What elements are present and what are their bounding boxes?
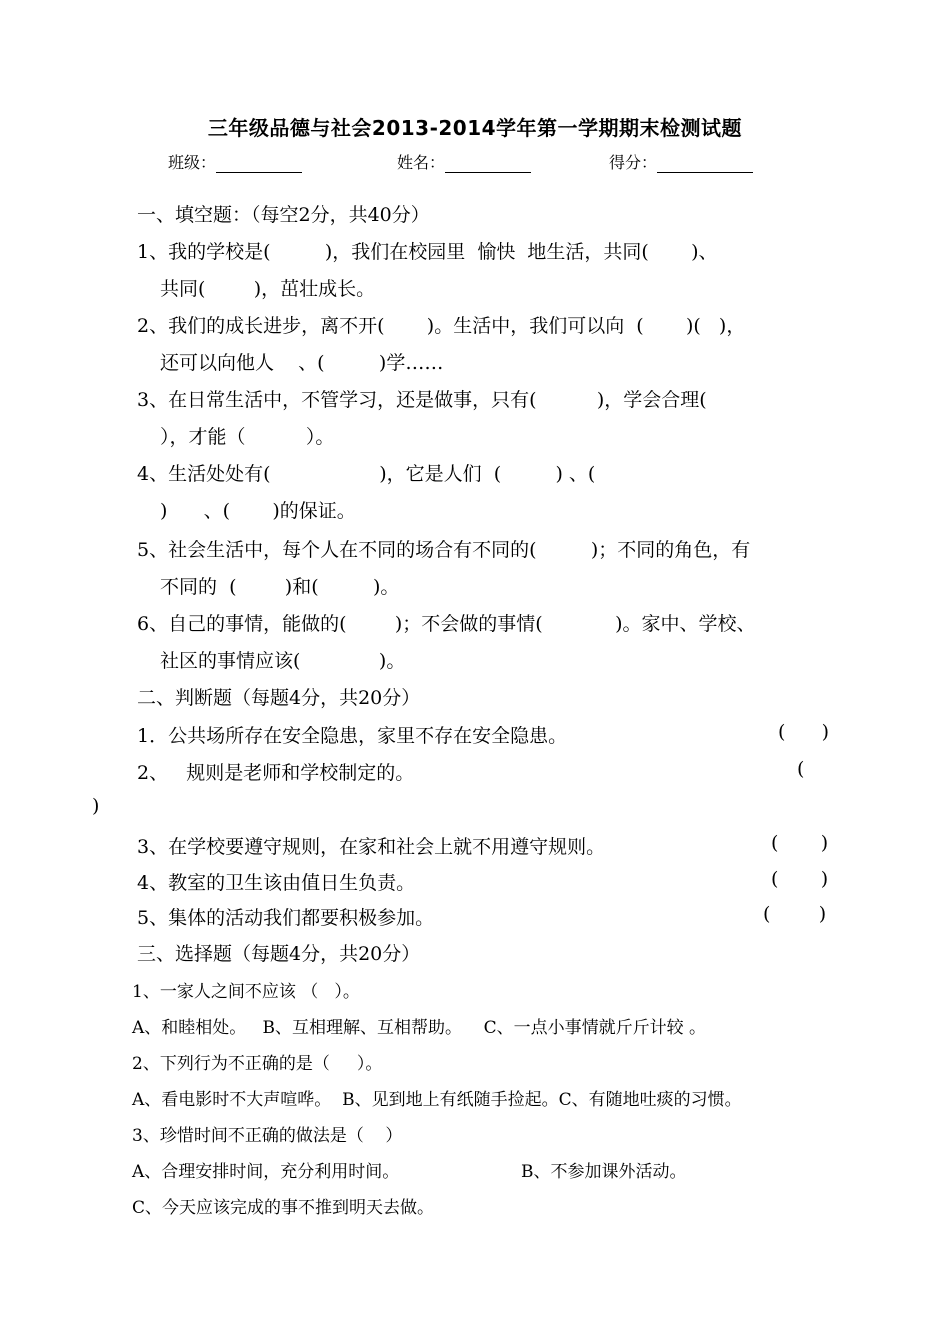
fill-q1-line1: 1、我的学校是( )，我们在校园里 愉快 地生活，共同( )、 <box>137 241 718 263</box>
class-field <box>168 150 302 173</box>
judge-q2-bracket-open: ( <box>797 758 805 780</box>
name-field <box>397 150 531 173</box>
fill-q5-line1: 5、社会生活中，每个人在不同的场合有不同的( )；不同的角色，有 <box>137 539 751 561</box>
choice-q1: 1、一家人之间不应该 （ ）。 <box>132 982 360 1002</box>
fill-q3-line1: 3、在日常生活中，不管学习，还是做事，只有( )，学会合理( <box>137 389 707 411</box>
judge-q3: 3、在学校要遵守规则，在家和社会上就不用遵守规则。 <box>137 836 606 858</box>
section3-heading: 三、选择题（每题4分，共20分） <box>137 943 421 965</box>
choice-q2-options: A、看电影时不大声喧哗。 B、见到地上有纸随手捡起。C、有随地吐痰的习惯。 <box>132 1090 742 1110</box>
judge-q5: 5、集体的活动我们都要积极参加。 <box>137 907 435 929</box>
score-blank <box>657 156 753 173</box>
judge-q1-bracket: ( ) <box>778 721 830 743</box>
section2-heading: 二、判断题（每题4分，共20分） <box>137 687 421 709</box>
judge-q5-bracket: ( ) <box>763 903 827 925</box>
section1-heading: 一、填空题：（每空2分，共40分） <box>137 204 430 226</box>
judge-q4: 4、教室的卫生该由值日生负责。 <box>137 872 416 894</box>
class-blank <box>216 156 302 173</box>
fill-q4-line1: 4、生活处处有( )，它是人们 ( ) 、( <box>137 463 596 485</box>
fill-q6-line1: 6、自己的事情，能做的( )；不会做的事情( )。家中、学校、 <box>137 613 756 635</box>
judge-q4-bracket: ( ) <box>771 868 829 890</box>
name-blank <box>445 156 531 173</box>
name-label: 姓名： <box>397 153 446 172</box>
fill-q2-line1: 2、我们的成长进步，离不开( )。生活中，我们可以向 ( )( )， <box>137 315 746 337</box>
choice-q1-options: A、和睦相处。 B、互相理解、互相帮助。 C、一点小事情就斤斤计较 。 <box>132 1018 707 1038</box>
judge-q2-bracket-close: ) <box>92 795 100 817</box>
score-field <box>609 150 753 173</box>
choice-q3-option-b: B、不参加课外活动。 <box>521 1162 687 1182</box>
choice-q3-option-a: A、合理安排时间，充分利用时间。 <box>132 1162 400 1182</box>
class-label: 班级： <box>168 153 217 172</box>
fill-q3-line2: ），才能（ ）。 <box>160 426 335 448</box>
choice-q2: 2、下列行为不正确的是（ ）。 <box>132 1054 383 1074</box>
score-label: 得分： <box>609 153 658 172</box>
page-title: 三年级品德与社会2013-2014学年第一学期期末检测试题 <box>207 116 743 140</box>
judge-q2: 2、 规则是老师和学校制定的。 <box>137 762 415 784</box>
fill-q4-line2: ) 、( )的保证。 <box>160 500 356 522</box>
fill-q5-line2: 不同的 ( )和( )。 <box>160 576 400 598</box>
fill-q1-line2: 共同( )，茁壮成长。 <box>160 278 376 300</box>
choice-q3: 3、珍惜时间不正确的做法是（ ） <box>132 1126 403 1146</box>
judge-q1: 1．公共场所存在安全隐患，家里不存在安全隐患。 <box>137 725 568 747</box>
choice-q3-option-c: C、今天应该完成的事不推到明天去做。 <box>132 1198 435 1218</box>
fill-q2-line2: 还可以向他人 、( )学…… <box>160 352 444 374</box>
judge-q3-bracket: ( ) <box>771 832 829 854</box>
fill-q6-line2: 社区的事情应该( )。 <box>160 650 406 672</box>
